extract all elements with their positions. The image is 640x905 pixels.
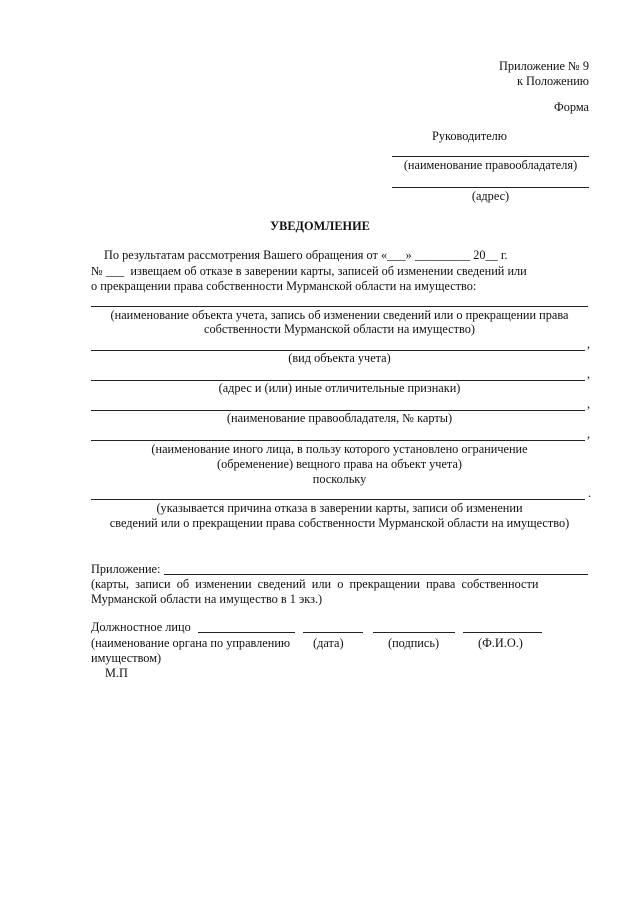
- appendix-number: Приложение № 9: [498, 59, 589, 73]
- addressee-head: Руководителю: [432, 129, 507, 143]
- object-name-line: [91, 306, 588, 307]
- official-label: Должностное лицо: [91, 620, 191, 634]
- attachment-label: Приложение:: [91, 562, 161, 576]
- full-name-line: [463, 632, 542, 633]
- object-name-caption-2: собственности Мурманской области на имущество): [204, 322, 475, 336]
- stamp-label: М.П: [105, 666, 128, 680]
- intro-line-2: № ___ извещаем об отказе в заверении карты, записей об изменении сведений или: [91, 264, 527, 278]
- org-caption-2: имуществом): [91, 651, 162, 665]
- intro-line-3: о прекращении права собственности Мурманской области на имущество:: [91, 279, 477, 293]
- reason-caption-1: (указывается причина отказа в заверении карты, записи об изменении: [156, 501, 523, 515]
- document-title: УВЕДОМЛЕНИЕ: [270, 219, 370, 233]
- other-person-comma: ,: [587, 427, 591, 441]
- date-line: [303, 632, 363, 633]
- attachment-line: [164, 574, 588, 575]
- intro-line-1: По результатам рассмотрения Вашего обращения от «___» _________ 20__ г.: [104, 248, 508, 262]
- object-type-comma: ,: [587, 337, 591, 351]
- org-caption: (наименование органа по управлению: [91, 636, 291, 650]
- date-caption: (дата): [313, 636, 344, 650]
- reason-line: [91, 499, 585, 500]
- address-caption: (адрес): [471, 189, 510, 203]
- address-line: [392, 187, 589, 188]
- attachment-desc-1: (карты, записи об изменении сведений или о прекращении права собственности: [91, 577, 539, 591]
- address-features-comma: ,: [587, 367, 591, 381]
- object-name-caption-1: (наименование объекта учета, запись об изменении сведений или о прекращении права: [110, 308, 569, 322]
- signature-line: [373, 632, 455, 633]
- full-name-caption: (Ф.И.О.): [478, 636, 523, 650]
- owner-card-comma: ,: [587, 397, 591, 411]
- owner-card-caption: (наименование правообладателя, № карты): [226, 411, 453, 425]
- object-type-caption: (вид объекта учета): [288, 351, 391, 365]
- other-person-caption-1: (наименование иного лица, в пользу которого установлено ограничение: [151, 442, 528, 456]
- form-label: Форма: [554, 100, 589, 114]
- attachment-desc-2: Мурманской области на имущество в 1 экз.): [91, 592, 323, 606]
- reason-period: .: [588, 486, 592, 500]
- other-person-line: [91, 440, 585, 441]
- owner-name-caption: (наименование правообладателя): [403, 158, 578, 172]
- org-name-line: [198, 632, 295, 633]
- owner-name-line: [392, 156, 589, 157]
- signature-caption: (подпись): [388, 636, 440, 650]
- address-features-caption: (адрес и (или) иные отличительные признаки): [218, 381, 461, 395]
- reason-caption-2: сведений или о прекращении права собственности Мурманской области на имущество): [109, 516, 570, 530]
- appendix-to-regulation: к Положению: [516, 74, 589, 88]
- because-label: поскольку: [312, 472, 367, 486]
- other-person-caption-2: (обременение) вещного права на объект учета): [216, 457, 463, 471]
